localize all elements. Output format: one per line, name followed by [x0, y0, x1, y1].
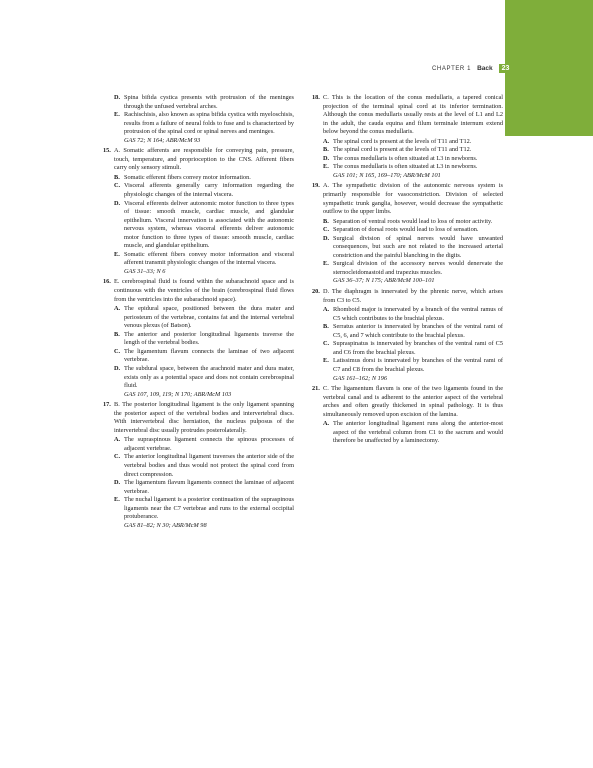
reference-citation: GAS 101; N 165, 169–170; ABR/McM 101 — [333, 171, 441, 179]
answer-text: C. The ligamentum flavum is one of the two ligaments found in the vertebral canal and is adherent to the anterior aspect of the vertebral arches and often greatly thickened in spinal pathology. It is thus simultaneously removed upon excision of the lamina. — [323, 385, 503, 418]
option-text: Surgical division of the accessory nerves would denervate the sternocleidomastoid and trapezius muscles. — [333, 260, 503, 276]
answer-text: A. The sympathetic division of the autonomic nervous system is primarily responsible for vasoconstriction. Division of selected sympathetic trunk ganglia, however, would decrease the sympathetic outflow to the upper limbs. — [323, 182, 503, 216]
option-text: The nuchal ligament is a posterior continuation of the supraspinous ligaments near the C7 vertebrae and runs to the external occipital protuberance. — [124, 496, 294, 521]
question-answer — [103, 401, 294, 435]
option-explanation — [114, 200, 294, 251]
question-answer — [103, 147, 294, 173]
chapter-label: CHAPTER 1 — [432, 65, 472, 72]
option-explanation — [323, 420, 503, 446]
option-letter: E. — [114, 111, 120, 119]
option-explanation — [323, 306, 503, 323]
option-text: The conus medullaris is often situated at L3 in newborns. — [333, 154, 478, 162]
option-letter: A. — [114, 436, 121, 444]
option-text: Serratus anterior is innervated by branches of the ventral rami of C5, 6, and 7 which contribute to the brachial plexus. — [333, 323, 503, 339]
option-explanation — [114, 496, 294, 522]
option-letter: D. — [114, 364, 121, 372]
option-explanation — [323, 163, 503, 172]
option-text: The conus medullaris is often situated at L3 in newborns. — [333, 163, 478, 171]
question-number: 19. — [312, 182, 320, 190]
option-text: Surgical division of spinal nerves would have unwanted consequences, but such are not related to the increased arterial constriction and the painful blanching in the digits. — [333, 234, 503, 259]
option-explanation — [323, 146, 503, 155]
option-text: The anterior and posterior longitudinal ligaments traverse the length of the vertebral bodies. — [124, 330, 294, 347]
option-letter: D. — [323, 234, 330, 242]
option-text: Visceral afferents generally carry information regarding the physiologic changes of the internal viscera. — [124, 182, 294, 199]
question-answer — [312, 182, 503, 216]
option-text: The epidural space, positioned between the dura mater and periosteum of the vertebrae, contains fat and the internal vertebral venous plexus (of Batson). — [124, 305, 294, 330]
option-letter: D. — [114, 199, 121, 207]
option-text: The spinal cord is present at the levels of T11 and T12. — [333, 137, 472, 145]
option-letter: A. — [114, 305, 121, 313]
option-text: Separation of dorsal roots would lead to loss of sensation. — [333, 226, 479, 234]
option-text: Somatic efferent fibers convey motor information and visceral afferent transmit physiologic changes of the internal viscera. — [124, 250, 294, 267]
option-explanation — [114, 251, 294, 268]
question-answer — [103, 278, 294, 304]
option-letter: A. — [323, 306, 330, 314]
option-text: Somatic efferent fibers convey motor information. — [124, 173, 251, 181]
reference-citation: GAS 81–82; N 30; ABR/McM 98 — [124, 521, 207, 529]
page-number: 23 — [499, 64, 513, 73]
option-letter: A. — [323, 137, 330, 145]
question-number: 21. — [312, 385, 320, 393]
option-text: Latissimus dorsi is innervated by branches of the ventral rami of C7 and C8 from the brachial plexus. — [333, 357, 503, 373]
question-number: 20. — [312, 288, 320, 296]
answer-text: B. The posterior longitudinal ligament is the only ligament spanning the posterior aspect of the vertebral bodies and intervertebral discs. With intervertebral disc herniation, the nucleus pulposus of the intervertebral disc usually protrudes posterolaterally. — [114, 401, 294, 434]
option-explanation — [323, 357, 503, 374]
reference-citation: GAS 72; N 164; ABR/McM 93 — [124, 136, 201, 144]
option-explanation — [323, 323, 503, 340]
reference-citation: GAS 31–33; N 6 — [124, 267, 166, 275]
option-text: Supraspinatus is innervated by branches of the ventral rami of C5 and C6 from the brachial plexus. — [333, 340, 503, 356]
option-text: Spina bifida cystica presents with protrusion of the meninges through the unfused vertebral arches. — [124, 94, 294, 110]
right-text-column — [312, 94, 503, 446]
option-explanation — [323, 260, 503, 277]
option-letter: E. — [323, 163, 329, 171]
option-text: Visceral efferents deliver autonomic motor function to three types of tissue: smooth muscle, cardiac muscle, and glandular epithelium. Visceral innervation is associated with the autonomic nervous system, whereas visceral efferents deliver autonomic motor function to three types of tissue: smooth muscle, cardiac muscle, and glandular epithelium. — [124, 199, 294, 250]
option-letter: C. — [114, 347, 121, 355]
question-number: 15. — [103, 147, 111, 155]
chapter-color-tab — [505, 0, 593, 136]
option-text: The subdural space, between the arachnoid mater and dura mater, exists only as a potential space and does not contain cerebrospinal fluid. — [124, 364, 294, 390]
option-letter: A. — [323, 420, 330, 428]
question-answer — [312, 385, 503, 419]
option-explanation — [114, 365, 294, 391]
option-letter: E. — [323, 357, 329, 365]
option-text: The anterior longitudinal ligament runs along the anterior-most aspect of the vertebral column from C1 to the sacrum and would therefore be unaffected by a laminectomy. — [333, 420, 503, 445]
question-answer — [312, 94, 503, 137]
option-letter: E. — [114, 250, 120, 258]
running-header — [432, 64, 512, 73]
option-letter: B. — [114, 330, 120, 338]
option-explanation — [114, 94, 294, 111]
question-answer — [312, 288, 503, 305]
reference-citation: GAS 161–162; N 196 — [333, 374, 388, 382]
option-letter: C. — [323, 340, 330, 348]
option-letter: B. — [323, 217, 329, 225]
option-text: The ligamentum flavum ligaments connect the laminae of adjacent vertebrae. — [124, 479, 294, 495]
option-explanation — [323, 218, 503, 227]
option-letter: B. — [323, 146, 329, 154]
option-letter: E. — [323, 260, 329, 268]
left-text-column — [103, 94, 294, 532]
option-text: Rachischisis, also known as spina bifida cystica with myeloschisis, results from a failure of neural folds to fuse and is characterized by protrusion of the spinal cord or spinal nerves and meninges. — [124, 111, 294, 136]
option-text: The supraspinous ligament connects the spinous processes of adjacent vertebrae. — [124, 436, 294, 452]
option-explanation — [114, 305, 294, 331]
option-explanation — [323, 155, 503, 164]
answer-text: A. Somatic afferents are responsible for conveying pain, pressure, touch, temperature, and proprioception to the CNS. Afferent fibers carry only sensory stimuli. — [114, 147, 294, 172]
question-number: 17. — [103, 401, 111, 409]
question-number: 18. — [312, 94, 320, 101]
option-explanation — [114, 453, 294, 479]
question-number: 16. — [103, 278, 111, 286]
option-letter: C. — [114, 453, 121, 461]
option-text: The spinal cord is present at the levels of T11 and T12. — [333, 146, 472, 154]
option-explanation — [323, 340, 503, 357]
option-explanation — [323, 226, 503, 235]
option-explanation — [323, 235, 503, 261]
option-letter: E. — [114, 496, 120, 504]
reference-citation: GAS 36–37; N 175; ABR/McM 100–101 — [333, 277, 435, 285]
option-explanation — [114, 182, 294, 199]
section-label: Back — [477, 65, 493, 72]
option-letter: B. — [114, 173, 120, 181]
option-explanation — [114, 436, 294, 453]
option-explanation — [114, 174, 294, 183]
answer-text: C. This is the location of the conus medullaris, a tapered conical projection of the terminal spinal cord at its inferior termination. Although the conus medullaris usually rests at the level of L1 and L2 in the adult, the cauda equina and filum terminale internum extend below beyond the conus medullaris. — [323, 94, 503, 136]
option-explanation — [114, 111, 294, 137]
option-text: The ligamentum flavum connects the laminae of two adjacent vertebrae. — [124, 347, 294, 364]
option-text: Rhomboid major is innervated by a branch of the ventral ramus of C5 which contributes to the brachial plexus. — [333, 306, 503, 322]
reference-citation: GAS 107, 109, 119; N 170; ABR/McM 103 — [124, 390, 232, 398]
option-text: The anterior longitudinal ligament traverses the anterior side of the vertebral bodies and thus would not protect the spinal cord from direct compression. — [124, 453, 294, 478]
option-letter: C. — [114, 182, 121, 190]
option-letter: C. — [323, 226, 330, 234]
option-letter: D. — [114, 479, 121, 487]
answer-text: D. The diaphragm is innervated by the phrenic nerve, which arises from C3 to C5. — [323, 288, 503, 304]
option-explanation — [114, 348, 294, 365]
option-letter: D. — [323, 154, 330, 162]
option-explanation — [323, 138, 503, 147]
option-letter: D. — [114, 94, 121, 101]
answer-text: E. cerebrospinal fluid is found within the subarachnoid space and is continuous with the ventricles of the brain (cerebrospinal fluid flows from the ventricles into the subarachnoid space). — [114, 278, 294, 303]
option-explanation — [114, 331, 294, 348]
option-letter: B. — [323, 323, 329, 331]
option-explanation — [114, 479, 294, 496]
option-text: Separation of ventral roots would lead to loss of motor activity. — [333, 217, 493, 225]
